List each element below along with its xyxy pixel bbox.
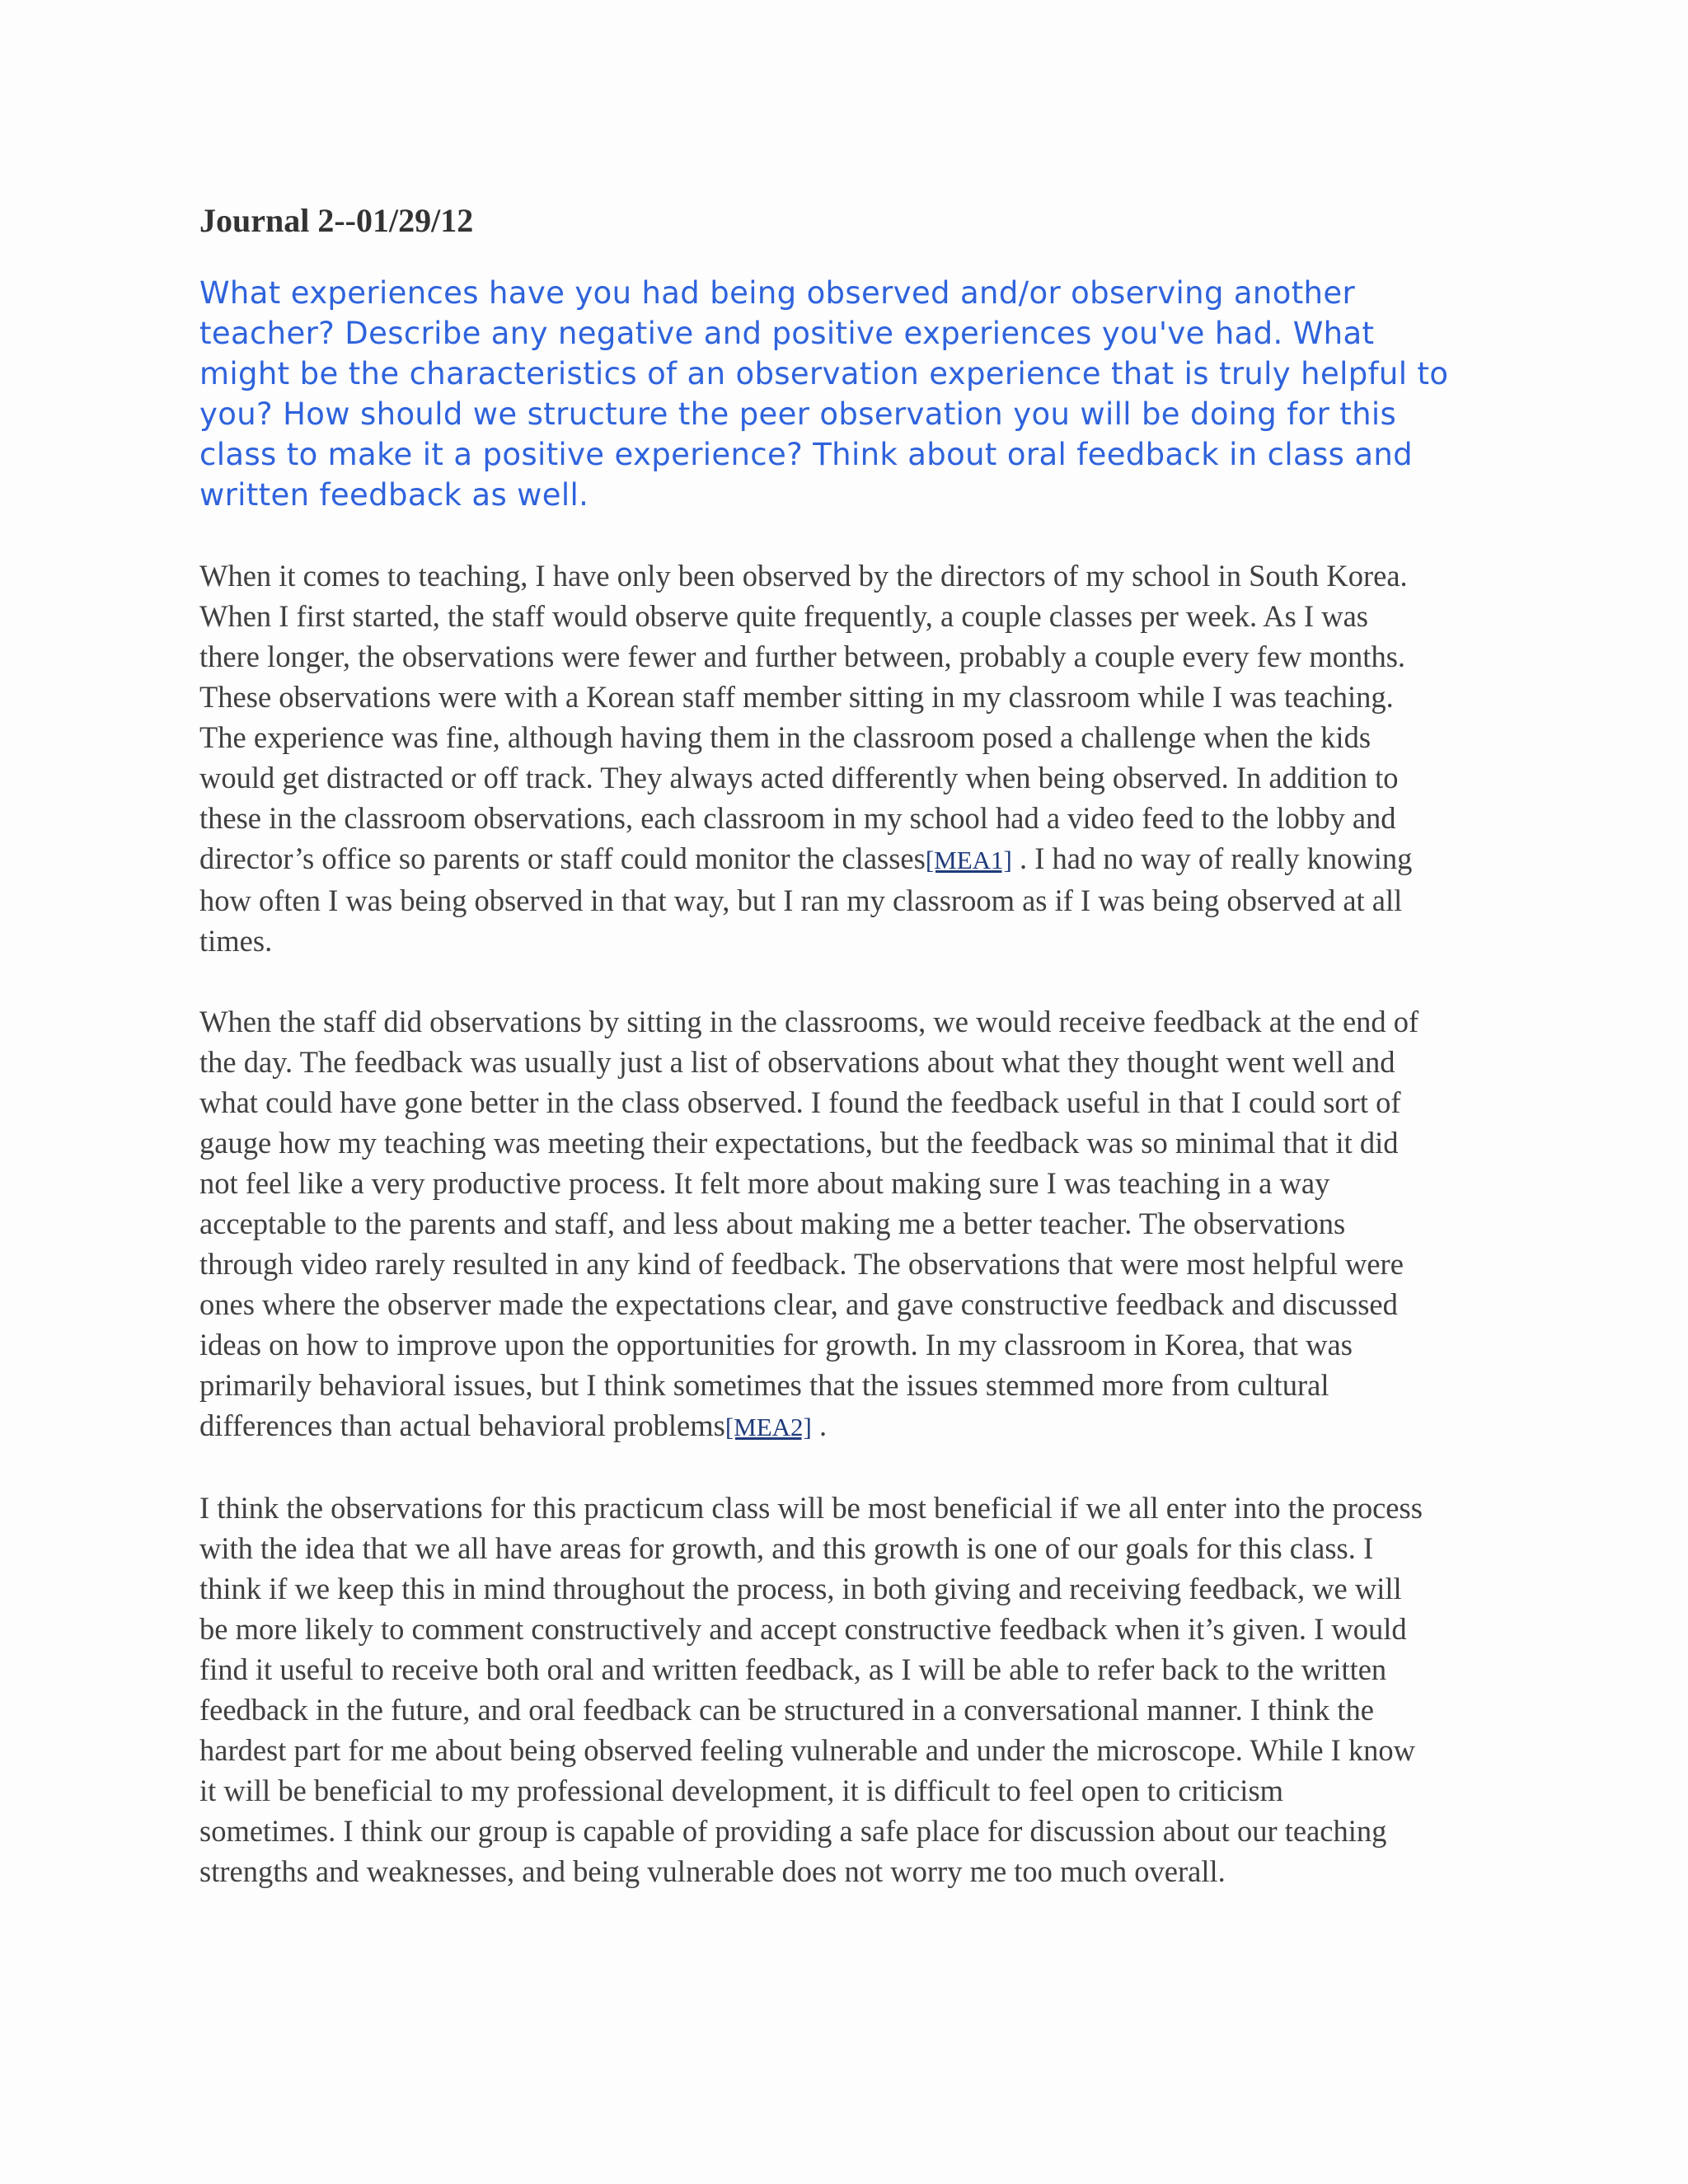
paragraph-2 [199,1001,1502,1447]
paragraph-3: I think the observations for this practicum class will be most beneficial if we all enter into the process with the idea that we all have areas for growth, and this growth is one of our goals for this class. I think if we keep this in mind throughout the process, in both giving and receiving feedback, we will be more likely to comment constructively and accept constructive feedback when it’s given. I would find it useful to receive both oral and written feedback, as I will be able to refer back to the written feedback in the future, and oral feedback can be structured in a conversational manner. I think the hardest part for me about being observed feeling vulnerable and under the microscope. While I know it will be beneficial to my professional development, it is difficult to feel open to criticism sometimes. I think our group is capable of providing a safe place for discussion about our teaching strengths and weaknesses, and being vulnerable does not worry me too much overall. [199,1491,1423,1888]
document-page [199,198,1502,1932]
paragraph-2-text: When the staff did observations by sitting in the classrooms, we would receive feedback at the end of the day. The feedback was usually just a list of observations about what they thought went well and what could have gone better in the class observed. I found the feedback useful in that I could sort of gauge how my teaching was meeting their expectations, but the feedback was so minimal that it did not feel like a very productive process. It felt more about making sure I was teaching in a way acceptable to the parents and staff, and less about making me a better teacher. The observations through video rarely resulted in any kind of feedback. The observations that were most helpful were ones where the observer made the expectations clear, and gave constructive feedback and discussed ideas on how to improve upon the opportunities for growth. In my classroom in Korea, that was primarily behavioral issues, but I think sometimes that the issues stemmed more from cultural differences than actual behavioral problems [199,1005,1419,1442]
paragraph-2-text-end: . [811,1408,828,1442]
paragraph-1 [199,555,1502,961]
comment-reference-mea1[interactable]: [MEA1] [925,846,1012,874]
comment-reference-mea2[interactable]: [MEA2] [724,1413,812,1441]
paragraph-1-text: When it comes to teaching, I have only been observed by the directors of my school in South Korea. When I first started, the staff would observe quite frequently, a couple classes per week. As I was there longer, the observations were fewer and further between, probably a couple every few months. These observations were with a Korean staff member sitting in my classroom while I was teaching. The experience was fine, although having them in the classroom posed a challenge when the kids would get distracted or off track. They always acted differently when being observed. In addition to these in the classroom observations, each classroom in my school had a video feed to the lobby and director’s office so parents or staff could monitor the classes [199,559,1408,875]
paragraph-1-text-end: . I had no way of really knowing how often I was being observed in that way, but I ran my classroom as if I was being observed at all times. [199,841,1413,958]
journal-prompt: What experiences have you had being observed and/or observing another teacher? Describe any negative and positive experiences you've had. What might be the characteristics of an observation experience that is truly helpful to you? How should we structure the peer observation you will be doing for this class to make it a positive experience? Think about oral feedback in class and written feedback as well. [199,275,1449,513]
journal-title: Journal 2--01/29/12 [199,202,474,239]
